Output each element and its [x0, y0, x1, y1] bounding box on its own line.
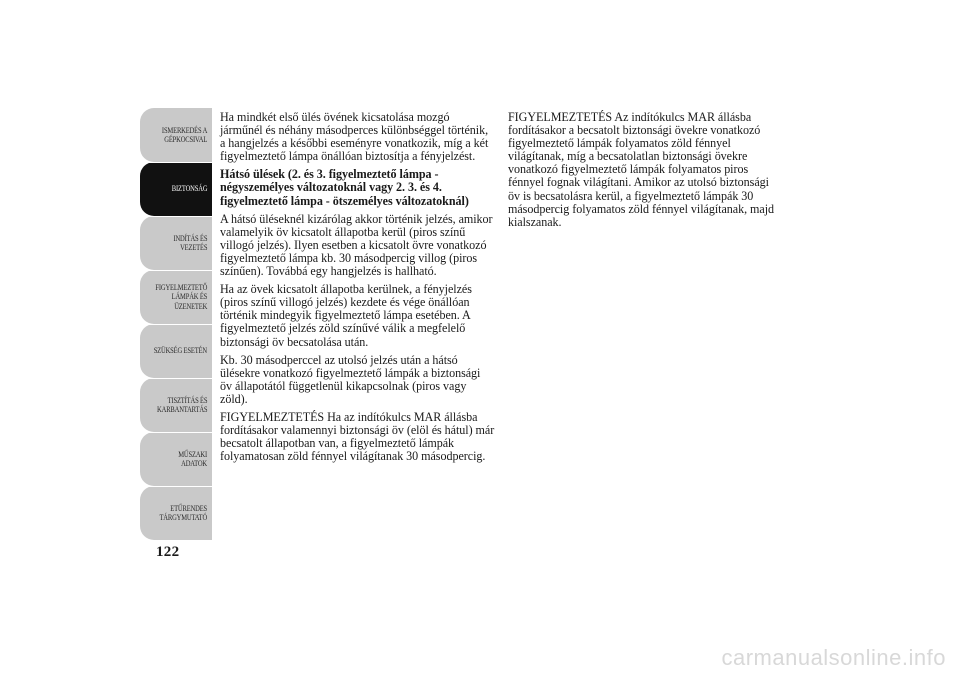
- paragraph: Kb. 30 másodperccel az utolsó jelzés után a hátsó ülésekre vonatkozó figyelmeztető lámpák a biztonsági öv állapotától függetlenül kikapcsolnak (piros vagy zöld).: [220, 352, 481, 406]
- tab-divider: [140, 324, 212, 325]
- tab-label: MŰSZAKI ADATOK: [178, 449, 207, 468]
- watermark: carmanualsonline.info: [721, 645, 946, 670]
- tab-divider: [140, 432, 212, 433]
- tab-biztonsag[interactable]: [140, 162, 212, 216]
- tab-szukseg[interactable]: [140, 324, 212, 378]
- tab-tisztitas[interactable]: [140, 378, 212, 432]
- warning-paragraph: FIGYELMEZTETÉS Ha az indítókulcs MAR állásba fordításakor valamennyi biztonsági öv (elöl és hátul) már becsatolt állapotban van, a figyelmeztető lámpák folyamatosan zöld fénnyel világítanak 30 másodpercig.: [220, 409, 495, 464]
- tab-label: ISMERKEDÉS A GÉPKOCSIVAL: [161, 125, 207, 144]
- tab-label: BIZTONSÁG: [171, 184, 207, 194]
- tab-divider: [140, 270, 212, 271]
- warning-paragraph: FIGYELMEZTETÉS Az indítókulcs MAR állásba fordításakor a becsatolt biztonsági övekre vonatkozó figyelmeztető lámpák folyamatos zöld fénnyel világítanak, míg a becsatolatlan biztonsági övekre vonatkozó figyelmeztető lámpák folyamatos piros fénnyel fognak világítani. Amikor az utolsó biztonsági öv is becsatolásra kerül, a figyelmeztető lámpák 30 másodpercig folyamatos zöld fénnyel világítanak, majd kialszanak.: [508, 110, 775, 229]
- paragraph: Ha az övek kicsatolt állapotba kerülnek, a fényjelzés (piros színű villogó jelzés) kezdete és vége önállóan történik mindegyik figyelmeztető lámpa esetében. A figyelmeztető jelzés zöld színűvé válik a megfelelő biztonsági öv becsatolása után.: [220, 282, 472, 349]
- text-column-right: [508, 111, 783, 234]
- tab-targymutato[interactable]: [140, 486, 212, 540]
- paragraph: A hátsó üléseknél kizárólag akkor történik jelzés, amikor valamelyik öv kicsatolt állapotba kerül (piros színű villogó jelzés). Ilyen esetben a kicsatolt övre vonatkozó figyelmeztető lámpa kb. 30 másodpercig villog (piros színűen). Továbbá egy hangjelzés is hallható.: [220, 211, 493, 279]
- tab-inditas[interactable]: [140, 216, 212, 270]
- tab-label: SZÜKSÉG ESETÉN: [153, 346, 207, 356]
- tab-label: TISZTÍTÁS ÉS KARBANTARTÁS: [156, 395, 207, 414]
- page-number: 122: [156, 544, 180, 560]
- tab-label: FIGYELMEZTETŐ LÁMPÁK ÉS ÜZENETEK: [155, 282, 207, 311]
- tab-figyelmezteto[interactable]: [140, 270, 212, 324]
- tab-muszaki[interactable]: [140, 432, 212, 486]
- tab-divider: [140, 216, 212, 217]
- section-heading: Hátsó ülések (2. és 3. figyelmeztető lámpa - négyszemélyes változatoknál vagy 2. 3. és 4. figyelmeztető lámpa - ötszemélyes változatoknál): [220, 167, 469, 208]
- tab-label: ETŰRENDES TÁRGYMUTATÓ: [159, 503, 207, 522]
- tab-divider: [140, 162, 212, 163]
- paragraph: Ha mindkét első ülés övének kicsatolása mozgó járműnél és néhány másodperces különbséggel történik, a hangjelzés a későbbi eseményre vonatkozik, míg a két figyelmeztető lámpa önállóan biztosítja a fényjelzést.: [220, 110, 489, 164]
- tab-label: INDÍTÁS ÉS VEZETÉS: [173, 233, 207, 252]
- chapter-sidebar: [140, 108, 212, 540]
- tab-divider: [140, 486, 212, 487]
- text-column-left: [220, 111, 495, 468]
- tab-ismerkedes[interactable]: [140, 108, 212, 162]
- tab-divider: [140, 378, 212, 379]
